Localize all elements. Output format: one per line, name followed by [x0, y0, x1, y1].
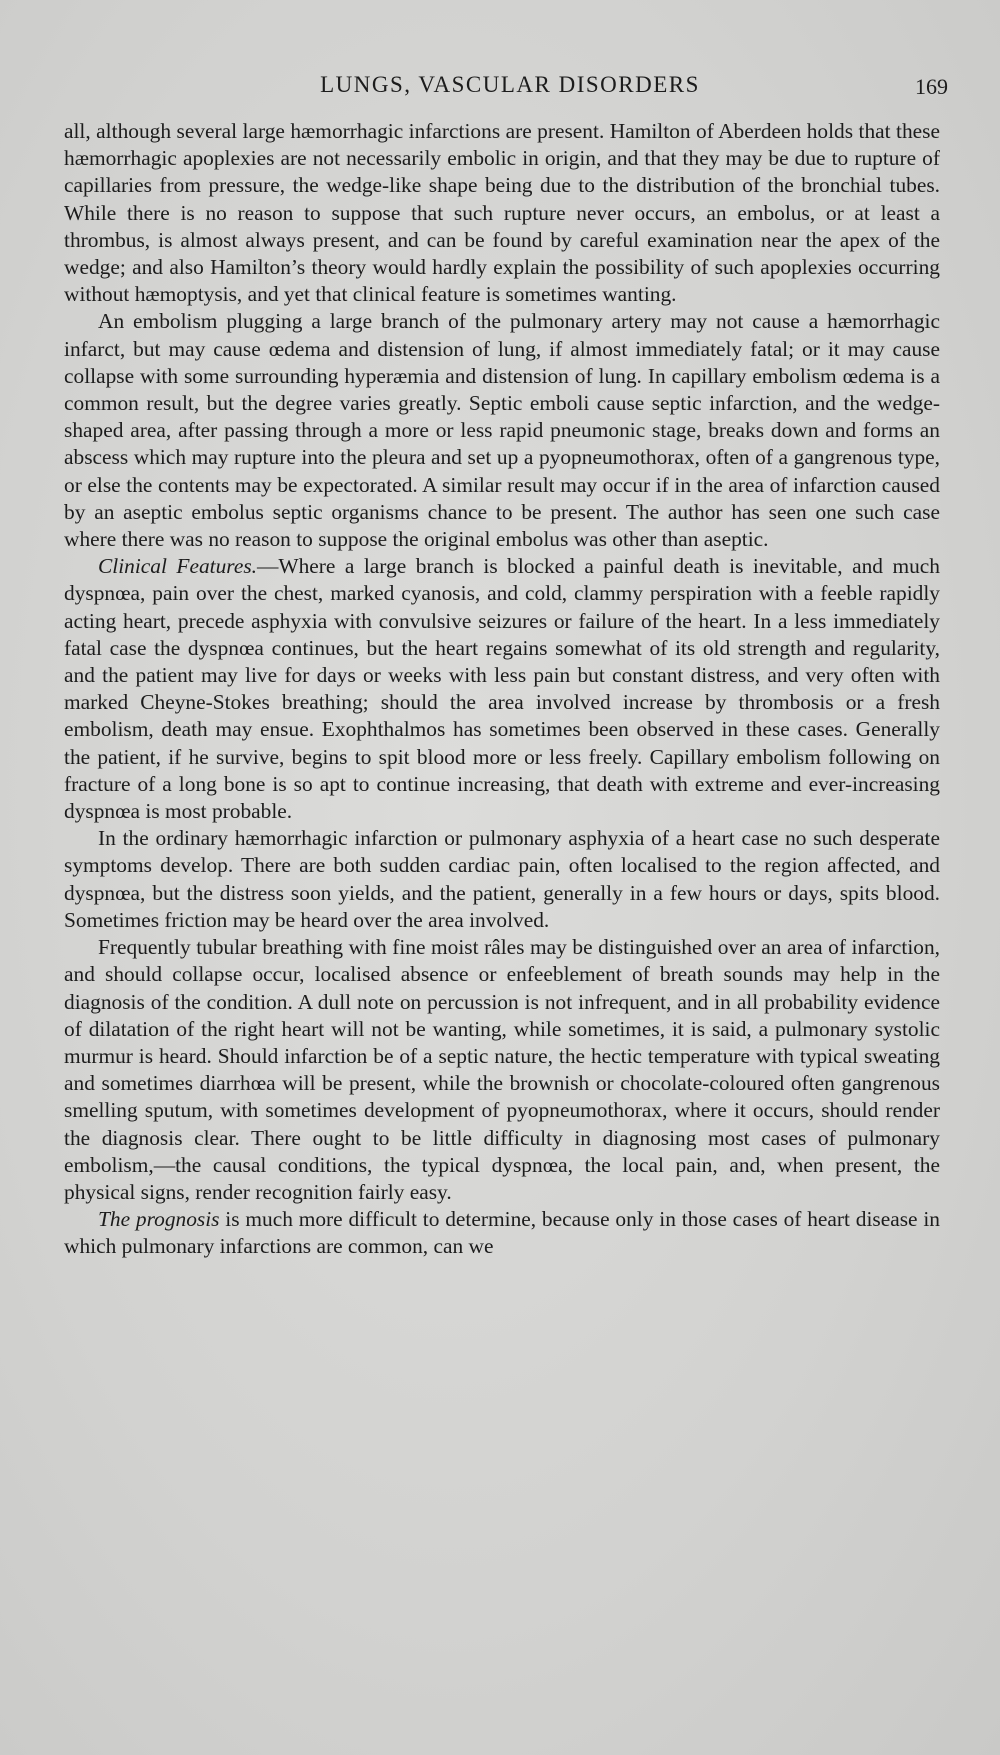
body-text	[64, 118, 940, 1261]
paragraph	[64, 118, 940, 308]
paragraph-text: An embolism plugging a large branch of the pulmonary artery may not cause a hæmorrhagic infarct, but may cause œdema and distension of lung, if almost immediately fatal; or it may cause collapse with some surrounding hyperæmia and distension of lung. In capillary embolism œdema is a common result, but the degree varies greatly. Septic emboli cause septic infarction, and the wedge-shaped area, after passing through a more or less rapid pneumonic stage, breaks down and forms an abscess which may rupture into the pleura and set up a pyopneumothorax, often of a gangrenous type, or else the contents may be expectorated. A similar result may occur if in the area of infarction caused by an aseptic embolus septic organisms chance to be present. The author has seen one such case where there was no reason to suppose the original embolus was other than aseptic.	[64, 309, 940, 552]
paragraph	[64, 553, 940, 825]
running-head: LUNGS, VASCULAR DISORDERS	[320, 72, 700, 97]
paragraph-text: is much more difficult to determine, because only in those cases of heart disease in which pulmonary infarctions are common, can we	[64, 1207, 940, 1259]
paragraph-text: In the ordinary hæmorrhagic infarction or pulmonary asphyxia of a heart case no such desperate symptoms develop. There are both sudden cardiac pain, often localised to the region affected, and dyspnœa, but the distress soon yields, and the patient, generally in a few hours or days, spits blood. Sometimes friction may be heard over the area involved.	[64, 826, 940, 932]
paragraph	[64, 934, 940, 1206]
paragraph-text: all, although several large hæmorrhagic infarctions are present. Hamilton of Aberdeen holds that these hæmorrhagic apoplexies are not necessarily embolic in origin, and that they may be due to rupture of capillaries from pressure, the wedge-like shape being due to the distribution of the bronchial tubes. While there is no reason to suppose that such rupture never occurs, an embolus, or at least a thrombus, is almost always present, and can be found by careful examination near the apex of the wedge; and also Hamilton’s theory would hardly explain the possibility of such apoplexies occurring without hæmoptysis, and yet that clinical feature is sometimes wanting.	[64, 119, 940, 307]
page-number: 169	[915, 74, 948, 99]
paragraph-text: Frequently tubular breathing with fine moist râles may be distinguished over an area of infarction, and should collapse occur, localised absence or enfeeblement of breath sounds may help in the diagnosis of the condition. A dull note on percussion is not infrequent, and in all probability evidence of dilatation of the right heart will not be wanting, while sometimes, it is said, a pulmonary systolic murmur is heard. Should infarction be of a septic nature, the hectic temperature with typical sweating and sometimes diarrhœa will be present, while the brownish or chocolate-coloured often gangrenous smelling sputum, with sometimes development of pyopneumothorax, where it occurs, should render the diagnosis clear. There ought to be little difficulty in diagnosing most cases of pulmonary embolism,—the causal conditions, the typical dyspnœa, the local pain, and, when present, the physical signs, render recognition fairly easy.	[64, 935, 940, 1204]
section-heading: The prognosis	[98, 1207, 220, 1232]
paragraph	[64, 1206, 940, 1260]
paragraph	[64, 308, 940, 553]
paragraph-text: —Where a large branch is blocked a painful death is inevitable, and much dyspnœa, pain over the chest, marked cyanosis, and cold, clammy perspiration with a feeble rapidly acting heart, precede asphyxia with convulsive seizures or failure of the heart. In a less immediately fatal case the dyspnœa continues, but the heart regains somewhat of its old strength and regularity, and the patient may live for days or weeks with less pain but constant distress, and very often with marked Cheyne-Stokes breathing; should the area involved increase by thrombosis or a fresh embolism, death may ensue. Exophthalmos has sometimes been observed in these cases. Generally the patient, if he survive, begins to spit blood more or less freely. Capillary embolism following on fracture of a long bone is so apt to continue increasing, that death with extreme and ever-increasing dyspnœa is most probable.	[64, 554, 940, 824]
paragraph	[64, 825, 940, 934]
section-heading: Clinical Features.	[98, 554, 257, 579]
page-header	[60, 68, 960, 108]
